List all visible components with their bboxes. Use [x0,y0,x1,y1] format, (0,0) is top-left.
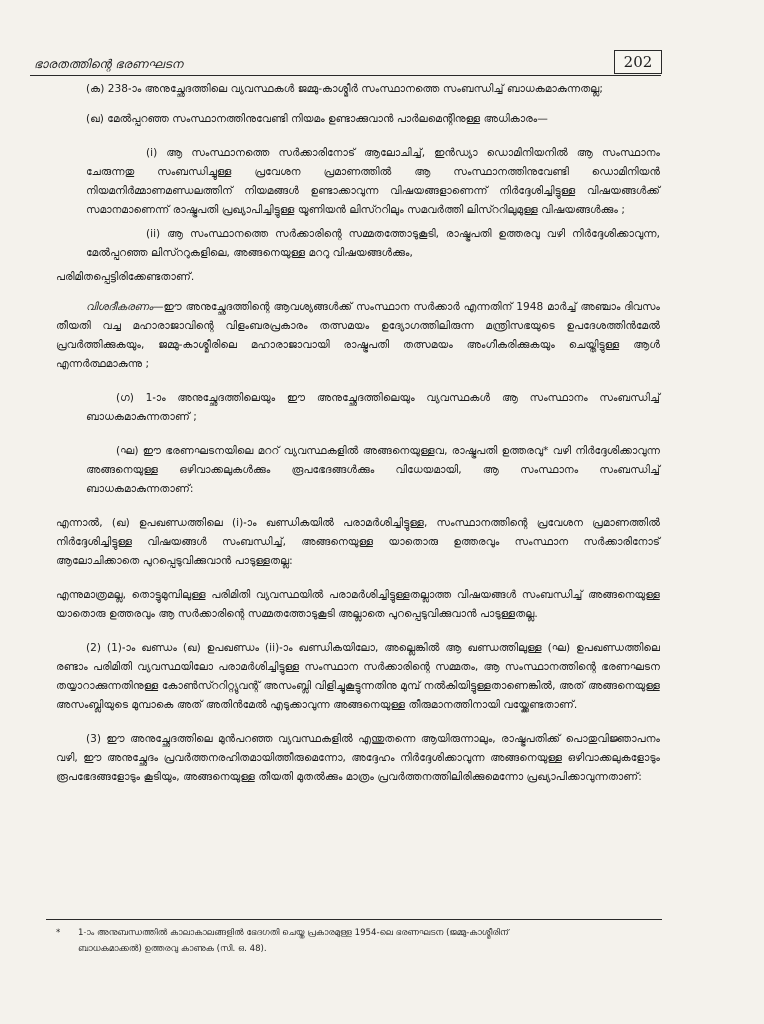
limitation-close: പരിമിതപ്പെട്ടിരിക്കേണ്ടതാണ്. [56,271,195,283]
footnote-rule [46,919,662,920]
clause-d: (ഘ) ഈ ഭരണഘടനയിലെ മററ് വ്യവസ്ഥകളിൽ അങ്ങനെയുള്ളവ, രാഷ്ട്രപതി ഉത്തരവു* വഴി നിർദ്ദേശിക്കാവുന്ന അങ്ങനെയുള്ള ഒഴിവാക്കലുകൾക്കും രൂപഭേദങ്ങൾക്കും വിധേയമായി, ആ സംസ്ഥാനം സംബന്ധിച്ച് ബാധകമാകുന്നതാണ്: [86,445,660,495]
sub-clause-ii: (ii) ആ സംസ്ഥാനത്തെ സർക്കാരിന്റെ സമ്മതത്തോടുകൂടി, രാഷ്ട്രപതി ഉത്തരവു വഴി നിർദ്ദേശിക്കാവുന്ന, മേൽപ്പറഞ്ഞ ലിസ്ററുകളിലെ, അങ്ങനെയുള്ള മററു വിഷയങ്ങൾക്കും, [86,228,660,259]
footnote-line-2: ബാധകമാക്കൽ) ഉത്തരവു കാണുക (സി. ഒ. 48). [78,944,267,954]
running-title: ഭാരതത്തിന്റെ ഭരണഘടന [34,57,183,71]
page-number: 202 [614,50,662,74]
clause-3: (3) ഈ അനുച്ഛേദത്തിലെ മുൻപറഞ്ഞ വ്യവസ്ഥകളിൽ എന്തുതന്നെ ആയിരുന്നാലും, രാഷ്ട്രപതിക്ക് പൊതുവിജ്ഞാപനം വഴി, ഈ അനുച്ഛേദം പ്രവർത്തനരഹിതമായിത്തീരുമെന്നോ, അദ്ദേഹം നിർദ്ദേശിക്കാവുന്ന അങ്ങനെയുള്ള ഒഴിവാക്കലുകളോടും രൂപഭേദങ്ങളോടും കൂടിയും, അങ്ങനെയുള്ള തീയതി മുതൽക്കും മാത്രം പ്രവർത്തനത്തിലിരിക്കുമെന്നോ പ്രഖ്യാപിക്കാവുന്നതാണ്: [56,733,660,783]
clause-a: (ക) 238-ാം അനുച്ഛേദത്തിലെ വ്യവസ്ഥകൾ ജമ്മു-കാശ്മീർ സംസ്ഥാനത്തെ സംബന്ധിച്ച് ബാധകമാകുന്നതല്ല; [86,83,603,95]
explanation-lead: വിശദീകരണം [86,301,153,313]
article-body [56,80,660,787]
clause-2: (2) (1)-ാം ഖണ്ഡം (ഖ) ഉപഖണ്ഡം (ii)-ാം ഖണ്ഡികയിലോ, അല്ലെങ്കിൽ ആ ഖണ്ഡത്തിലുള്ള (ഘ) ഉപഖണ്ഡത്തിലെ രണ്ടാം പരിമിതി വ്യവസ്ഥയിലോ പരാമർശിച്ചിട്ടുള്ള സംസ്ഥാന സർക്കാരിന്റെ സമ്മതം, ആ സംസ്ഥാനത്തിന്റെ ഭരണഘടന തയ്യാറാക്കുന്നതിനുള്ള കോൺസ്ററിറ്റ്യുവന്റ് അസംബ്ലി വിളിച്ചുകൂട്ടുന്നതിനു മുമ്പ് നൽകിയിട്ടുള്ളതാണെങ്കിൽ, അത് അങ്ങനെയുള്ള അസംബ്ലിയുടെ മുമ്പാകെ അത് അതിൻമേൽ എടുക്കാവുന്ന അങ്ങനെയുള്ള തീരുമാനത്തിനായി വയ്ക്കേണ്ടതാണ്. [56,642,660,711]
clause-c: (ഗ) 1-ാം അനുച്ഛേദത്തിലെയും ഈ അനുച്ഛേദത്തിലെയും വ്യവസ്ഥകൾ ആ സംസ്ഥാനം സംബന്ധിച്ച് ബാധകമാകുന്നതാണ് ; [86,392,660,423]
explanation-text: —ഈ അനുച്ഛേദത്തിന്റെ ആവശ്യങ്ങൾക്ക് സംസ്ഥാന സർക്കാർ എന്നതിന് 1948 മാർച്ച് അഞ്ചാം ദിവസം തീയതി വച്ച മഹാരാജാവിന്റെ വിളംബരപ്രകാരം തത്സമയം ഉദ്യോഗത്തിലിരുന്ന മന്ത്രിസഭയുടെ ഉപദേശത്തിൻമേൽ പ്രവർത്തിക്കുകയും, ജമ്മു-കാശ്മീരിലെ മഹാരാജാവായി രാഷ്ട്രപതി തത്സമയം അംഗീകരിക്കുകയും ചെയ്തിട്ടുള്ള ആൾ എന്നർത്ഥമാകുന്നു ; [56,301,660,370]
explanation-paragraph [56,298,660,374]
footnote [56,925,660,957]
sub-clause-i: (i) ആ സംസ്ഥാനത്തെ സർക്കാരിനോട് ആലോചിച്ച്, ഇൻഡ്യാ ഡൊമിനിയനിൽ ആ സംസ്ഥാനം ചേരുന്നതു സംബന്ധിച്ചുള്ള പ്രവേശന പ്രമാണത്തിൽ ആ സംസ്ഥാനത്തിനുവേണ്ടി ഡൊമിനിയൻ നിയമനിർമ്മാണമണ്ഡലത്തിന് നിയമങ്ങൾ ഉണ്ടാക്കാവുന്ന വിഷയങ്ങളാണെന്ന് നിർദ്ദേശിച്ചിട്ടുള്ള വിഷയങ്ങൾക്ക് സമാനമാണെന്ന് രാഷ്ട്രപതി പ്രഖ്യാപിച്ചിട്ടുള്ള യൂണിയൻ ലിസ്ററിലും സമവർത്തി ലിസ്ററിലുമുള്ള വിഷയങ്ങൾക്കും ; [86,147,660,216]
clause-b: (ഖ) മേൽപ്പറഞ്ഞ സംസ്ഥാനത്തിനുവേണ്ടി നിയമം ഉണ്ടാക്കുവാൻ പാർലമെന്റിനുള്ള അധികാരം— [86,113,548,125]
footnote-line-1: 1-ാം അനുബന്ധത്തിൽ കാലാകാലങ്ങളിൽ ഭേദഗതി ചെയ്ത പ്രകാരമുള്ള 1954-ലെ ഭരണഘടന (ജമ്മു-കാശ്മീരിന് [78,928,509,938]
first-proviso: എന്നാൽ, (ഖ) ഉപഖണ്ഡത്തിലെ (i)-ാം ഖണ്ഡികയിൽ പരാമർശിച്ചിട്ടുള്ള, സംസ്ഥാനത്തിന്റെ പ്രവേശന പ്രമാണത്തിൽ നിർദ്ദേശിച്ചിട്ടുള്ള വിഷയങ്ങൾ സംബന്ധിച്ച്, അങ്ങനെയുള്ള യാതൊരു ഉത്തരവും സംസ്ഥാന സർക്കാരിനോട് ആലോചിക്കാതെ പുറപ്പെടുവിക്കുവാൻ പാടുള്ളതല്ല: [56,517,660,567]
header-rule [30,75,661,76]
second-proviso: എന്നുമാത്രമല്ല, തൊട്ടുമുമ്പിലുള്ള പരിമിതി വ്യവസ്ഥയിൽ പരാമർശിച്ചിട്ടുള്ളതല്ലാത്ത വിഷയങ്ങൾ സംബന്ധിച്ച് അങ്ങനെയുള്ള യാതൊരു ഉത്തരവും ആ സർക്കാരിന്റെ സമ്മതത്തോടുകൂടി അല്ലാതെ പുറപ്പെടുവിക്കുവാൻ പാടുള്ളതല്ല. [56,589,660,620]
footnote-marker: * [56,928,61,938]
